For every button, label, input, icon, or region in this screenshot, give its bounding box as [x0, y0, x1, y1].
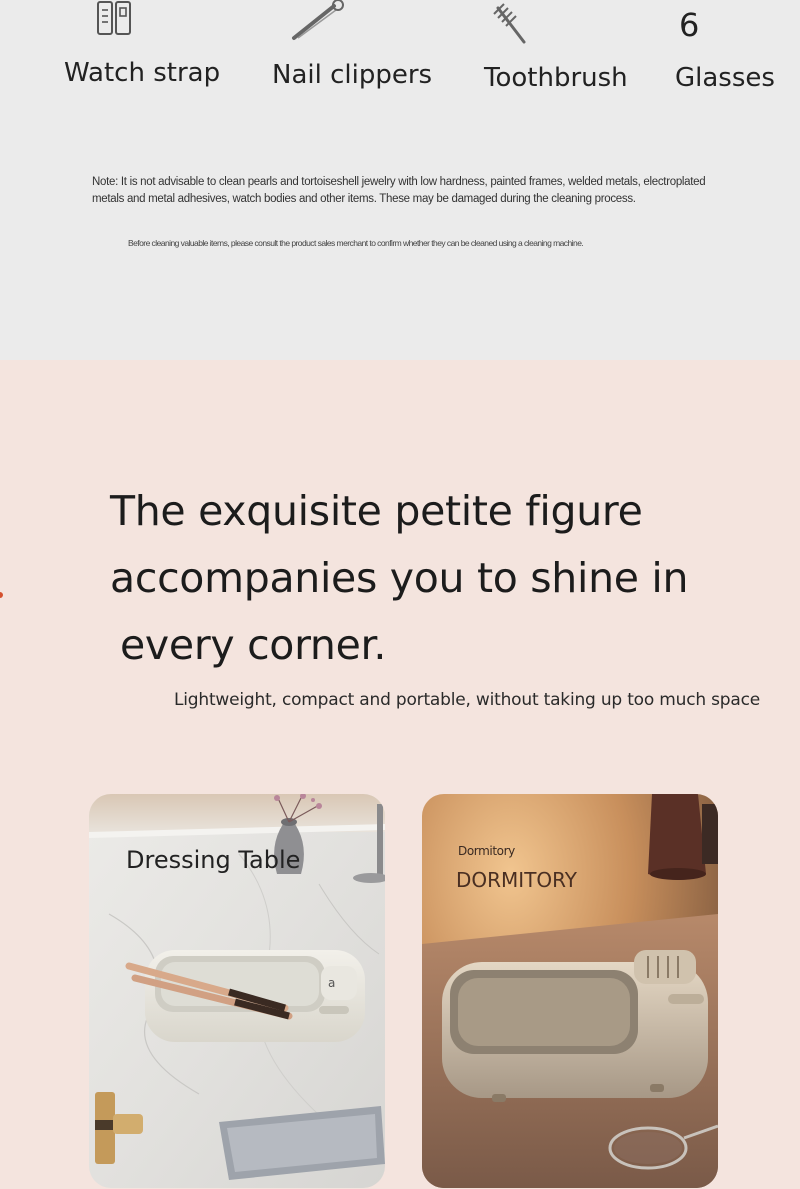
- dressing-table-title: Dressing Table: [126, 846, 301, 874]
- glasses-number-icon: 6: [679, 6, 700, 44]
- headline-line-2: accompanies you to shine in: [110, 554, 689, 602]
- dressing-table-card: [89, 794, 385, 1188]
- headline: [110, 478, 770, 679]
- dormitory-small-label: Dormitory: [458, 844, 515, 858]
- use-label-watch-strap: Watch strap: [64, 58, 221, 88]
- usage-section: [0, 0, 800, 360]
- dormitory-title: DORMITORY: [456, 868, 577, 892]
- cleaning-note-sub: Before cleaning valuable items, please consult the product sales merchant to confirm whether they can be cleaned using a cleaning machine.: [128, 238, 584, 248]
- use-label-toothbrush: Toothbrush: [484, 63, 628, 93]
- nail-clippers-icon: [290, 0, 350, 47]
- headline-subline: Lightweight, compact and portable, without taking up too much space: [174, 690, 761, 710]
- use-label-glasses: Glasses: [675, 63, 775, 93]
- dormitory-card: [422, 794, 718, 1188]
- headline-line-1: The exquisite petite figure: [110, 487, 643, 535]
- use-label-nail-clippers: Nail clippers: [272, 60, 433, 90]
- watch-strap-icon: [96, 0, 136, 43]
- headline-line-3: every corner.: [120, 621, 387, 669]
- dial-letter: a: [328, 976, 336, 990]
- toothbrush-icon: [490, 0, 530, 51]
- cleaning-note: Note: It is not advisable to clean pearls and tortoiseshell jewelry with low hardness, painted frames, welded metals, electroplated metals and metal adhesives, watch bodies and other items. These may be damaged during the cleaning process.: [92, 176, 706, 205]
